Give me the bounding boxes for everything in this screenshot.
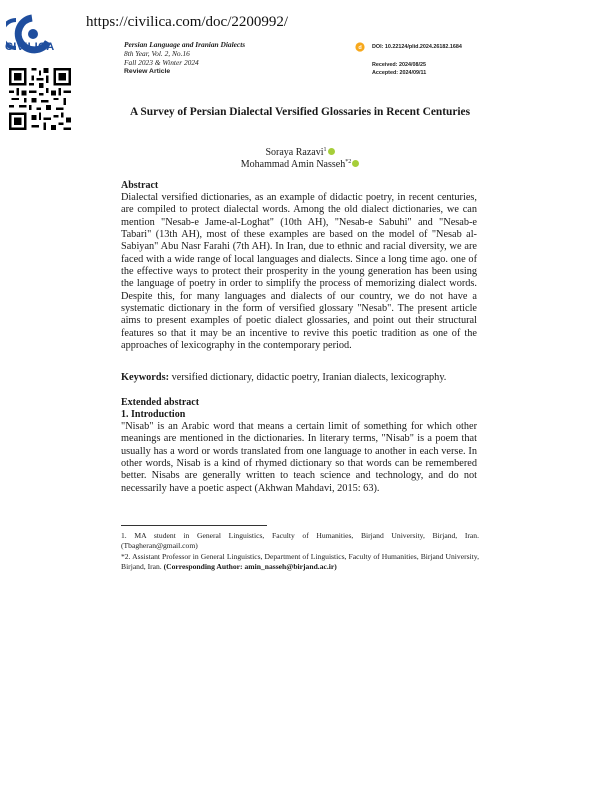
author-1-marker: 1 xyxy=(323,147,327,153)
author-1-name: Soraya Razavi xyxy=(265,147,324,158)
accepted-date: Accepted: 2024/09/11 xyxy=(372,70,427,76)
author-2-name: Mohammad Amin Nasseh xyxy=(240,159,346,170)
journal-name: Persian Language and Iranian Dialects xyxy=(124,40,246,49)
article-title: A Survey of Persian Dialectal Versified Glossaries in Recent Centuries xyxy=(129,106,471,118)
introduction-heading: 1. Introduction xyxy=(121,409,186,420)
keywords-label: Keywords: xyxy=(121,372,170,383)
keywords-list: versified dictionary, didactic poetry, Iranian dialects, lexicography. xyxy=(171,372,447,383)
footnote-2 xyxy=(121,552,479,573)
extended-abstract-heading: Extended abstract xyxy=(121,397,200,408)
orcid-icon[interactable] xyxy=(352,160,359,167)
doi-icon xyxy=(355,42,365,52)
article-type: Review Article xyxy=(124,68,171,75)
abstract-text: Dialectal versified dictionaries, as an example of didactic poetry, in recent centuries, are compiled to protect dialectal words. Among the old dialect dictionaries, we can mention "Nesab-e Jame-al-Loghat" (10th AH), "Nesab-e Sabuhi" and "Nesab-e Tabari" (13th AH), most of these examples are based on the model of "Nesab al-Sabiyan" Abu Nasr Farahi (7th AH). In Iran, due to ethnic and racial diversity, we are faced with a wide range of local languages and dialects. Since a long time ago. one of the effective ways to protect their prosperity in the young generation has been using the language of poetry in order to simplify the process of memorizing dialect words. Despite this, for many languages and dialects of our country, we do not have a systematic dictionary in the form of versified glossary "Nesab". The present article aims to present examples of poetic dialect glossaries, and point out their structural features so that it may be an incentive to revive this poetic tradition as one of the approaches of lexicography in the contemporary period. xyxy=(121,192,477,352)
corresponding-author: (Corresponding Author: amin_nasseh@birjand.ac.ir) xyxy=(163,562,337,572)
received-date: Received: 2024/08/25 xyxy=(372,62,426,68)
introduction-text: "Nisab" is an Arabic word that means a certain limit of something for which other meanings are mentioned in the dictionaries. In literary terms, "Nisab" is a poem that usually has a word or words translated from one language to another in each verse. In other words, Nisab is a kind of rhymed dictionary so that words can be remembered better. Nisabs are generally written to teach science and technology, and do not necessarily have a poetic aspect (Akhwan Mahdavi, 2015: 63). xyxy=(121,421,477,494)
footnote-2-text: *2. Assistant Professor in General Linguistics, Department of Linguistics, Faculty of Humanities, Birjand University, Birjand, Iran. xyxy=(121,552,479,572)
author-2 xyxy=(120,156,480,171)
journal-volume: 8th Year, Vol. 2, No.16 xyxy=(124,49,190,58)
orcid-icon[interactable] xyxy=(328,148,335,155)
journal-season: Fall 2023 & Winter 2024 xyxy=(124,58,199,67)
footnote-divider xyxy=(121,525,267,526)
doi-link[interactable]: DOI: 10.22124/plid.2024.26182.1684 xyxy=(372,44,462,50)
qr-code-icon xyxy=(9,68,71,130)
civilica-logo-icon[interactable] xyxy=(6,6,58,62)
author-2-marker: *2 xyxy=(345,159,352,165)
abstract-heading: Abstract xyxy=(121,180,159,191)
keywords xyxy=(121,372,481,384)
footnote-1: 1. MA student in General Linguistics, Faculty of Humanities, Birjand University, Birjand, Iran. (Tbagheran@gmail.com) xyxy=(121,531,479,551)
logo-text: CIVILICA xyxy=(5,41,55,53)
document-url-link[interactable]: https://civilica.com/doc/2200992/ xyxy=(86,14,289,30)
svg-text:d: d xyxy=(358,45,362,51)
